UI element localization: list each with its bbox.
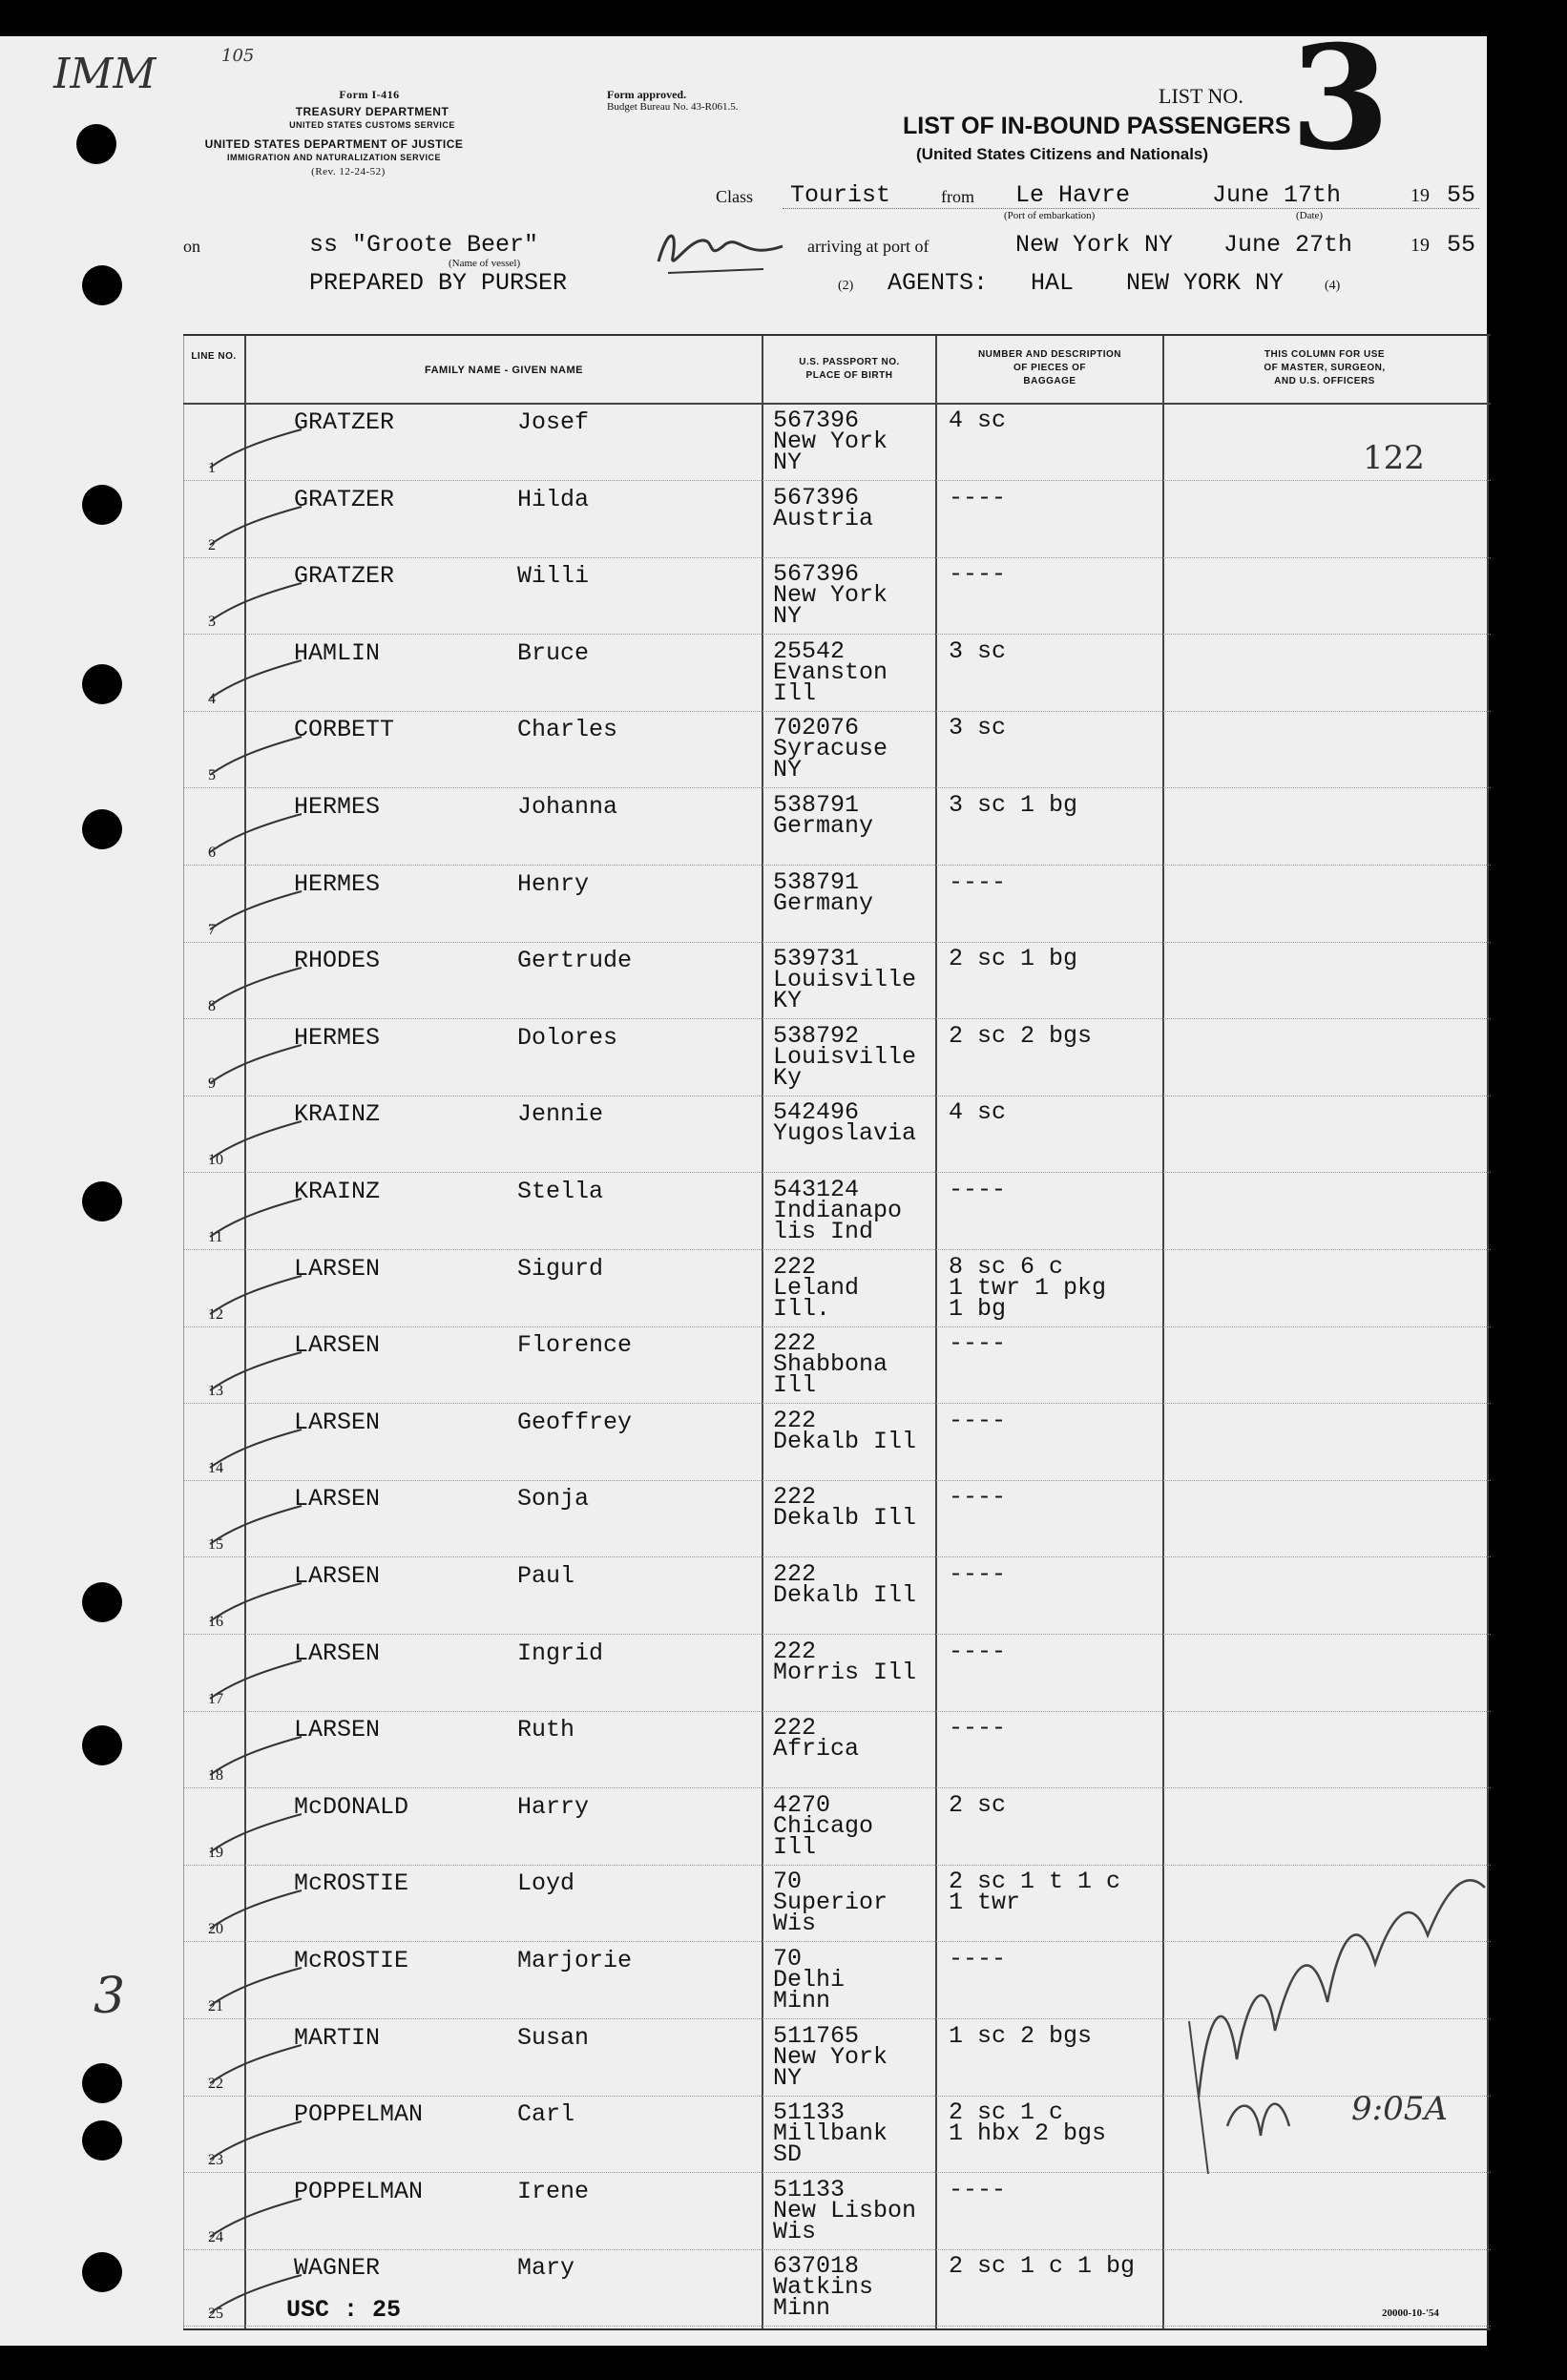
given-name: Bruce [517, 638, 590, 667]
line-number: 25 [208, 2306, 223, 2323]
punch-hole [82, 1725, 122, 1765]
baggage: 2 sc 1 t 1 c 1 twr [949, 1868, 1121, 1917]
given-name: Josef [517, 408, 590, 436]
given-name: Geoffrey [517, 1408, 633, 1436]
agents-suffix: (4) [1325, 279, 1341, 293]
given-name: Irene [517, 2177, 590, 2205]
vessel-name: ss "Groote Beer" [309, 231, 539, 259]
customs-service: UNITED STATES CUSTOMS SERVICE [289, 120, 455, 130]
baggage: ---- [949, 1637, 1007, 1665]
baggage: 2 sc 1 bg [949, 945, 1078, 973]
punch-hole [82, 485, 122, 525]
place-of-birth: Watkins Minn [773, 2273, 874, 2323]
col-baggage-2: OF PIECES OF [1013, 363, 1086, 373]
given-name: Carl [517, 2100, 575, 2129]
check-mark-icon [202, 424, 307, 471]
line-number: 6 [208, 845, 216, 861]
baggage: ---- [949, 1714, 1007, 1743]
agents-city: NEW YORK NY [1126, 269, 1285, 297]
page-subtitle: (United States Citizens and Nationals) [916, 145, 1209, 163]
passport-number: 543124 [773, 1176, 860, 1203]
list-no-label: LIST NO. [1159, 84, 1243, 108]
place-of-birth: Louisville KY [773, 966, 917, 1015]
place-of-birth: Evanston Ill [773, 658, 888, 707]
place-of-birth: Yugoslavia [773, 1119, 917, 1148]
passport-number: 222 [773, 1560, 817, 1588]
baggage: ---- [949, 1483, 1007, 1512]
family-name: POPPELMAN [294, 2100, 424, 2129]
prepared-by: PREPARED BY PURSER [309, 269, 568, 297]
budget-bureau: Budget Bureau No. 43-R061.5. [607, 101, 739, 113]
family-name: LARSEN [294, 1331, 381, 1360]
class-label: Class [716, 187, 754, 206]
baggage: ---- [949, 1945, 1007, 1973]
form-revision: (Rev. 12-24-52) [311, 166, 386, 177]
punch-hole [82, 2063, 122, 2103]
check-mark-icon [202, 655, 307, 702]
place-of-birth: Syracuse NY [773, 735, 888, 784]
check-mark-icon [202, 2039, 307, 2087]
passport-number: 539731 [773, 945, 860, 973]
agents-label: AGENTS: [888, 269, 989, 297]
check-mark-icon [202, 1116, 307, 1163]
passport-number: 538791 [773, 867, 860, 896]
place-of-birth: Germany [773, 812, 874, 840]
place-of-birth: New York NY [773, 428, 888, 476]
line-number: 4 [208, 690, 216, 707]
place-of-birth: New York NY [773, 2042, 888, 2092]
family-name: LARSEN [294, 1408, 381, 1436]
table-row [183, 787, 1491, 866]
table-row [183, 710, 1491, 788]
line-number: 7 [208, 921, 216, 938]
given-name: Mary [517, 2254, 575, 2283]
arrival-year: 55 [1447, 231, 1476, 259]
list-number: 3 [1290, 14, 1390, 182]
arrival-port: New York NY [1015, 231, 1174, 259]
class-value: Tourist [790, 181, 891, 209]
check-mark-icon [202, 1885, 307, 1932]
given-name: Hilda [517, 485, 590, 513]
baggage: 4 sc [949, 407, 1007, 434]
family-name: McROSTIE [294, 1947, 409, 1974]
family-name: LARSEN [294, 1485, 381, 1514]
place-of-birth: Louisville Ky [773, 1042, 917, 1092]
given-name: Sonja [517, 1485, 590, 1514]
line-number: 19 [208, 1844, 223, 1861]
given-name: Willi [517, 562, 590, 591]
table-row [183, 941, 1491, 1019]
given-name: Loyd [517, 1869, 575, 1898]
baggage: ---- [949, 1329, 1007, 1358]
passport-number: 4270 [773, 1790, 831, 1819]
table-row [183, 1403, 1491, 1481]
table-row [183, 480, 1491, 558]
table-row [183, 1172, 1491, 1250]
table-row [183, 634, 1491, 712]
line-number: 16 [208, 1614, 223, 1630]
passport-number: 538791 [773, 791, 860, 819]
line-number: 2 [208, 536, 216, 553]
family-name: RHODES [294, 947, 381, 975]
baggage: 8 sc 6 c 1 twr 1 pkg 1 bg [949, 1252, 1107, 1323]
line-number: 22 [208, 2075, 223, 2092]
col-passport-2: PLACE OF BIRTH [805, 370, 893, 381]
passport-number: 222 [773, 1714, 817, 1743]
table-row [183, 865, 1491, 943]
baggage: ---- [949, 1406, 1007, 1434]
given-name: Paul [517, 1562, 575, 1590]
check-mark-icon [202, 1270, 307, 1318]
place-of-birth: Austria [773, 504, 874, 532]
table-row [183, 1710, 1491, 1788]
family-name: HERMES [294, 1023, 381, 1052]
baggage: 3 sc 1 bg [949, 791, 1078, 819]
line-number: 15 [208, 1536, 223, 1554]
family-name: LARSEN [294, 1254, 381, 1283]
passport-number: 542496 [773, 1098, 860, 1127]
given-name: Sigurd [517, 1254, 604, 1283]
passport-number: 637018 [773, 2252, 860, 2281]
baggage: 4 sc [949, 1098, 1007, 1127]
family-name: KRAINZ [294, 1178, 381, 1205]
passport-number: 567396 [773, 407, 860, 434]
check-mark-icon [202, 886, 307, 933]
baggage: ---- [949, 2175, 1007, 2203]
immigration-service: IMMIGRATION AND NATURALIZATION SERVICE [227, 153, 441, 162]
place-of-birth: Shabbona Ill [773, 1350, 888, 1400]
handwritten-margin-3: 3 [94, 1968, 126, 2025]
departure-year-prefix: 19 [1410, 185, 1430, 206]
agents-value: HAL [1031, 269, 1075, 297]
passport-number: 567396 [773, 560, 860, 589]
passport-number: 70 [773, 1868, 803, 1896]
baggage: ---- [949, 1176, 1007, 1203]
departure-year: 55 [1447, 181, 1476, 209]
given-name: Marjorie [517, 1947, 633, 1974]
line-number: 21 [208, 1998, 223, 2015]
check-mark-icon [202, 1962, 307, 2010]
passport-number: 51133 [773, 2098, 846, 2127]
check-mark-icon [202, 1731, 307, 1779]
check-mark-icon [202, 1347, 307, 1394]
given-name: Ingrid [517, 1639, 604, 1667]
passport-number: 222 [773, 1483, 817, 1512]
table-row [183, 1634, 1491, 1712]
baggage: 2 sc 2 bgs [949, 1021, 1093, 1050]
place-of-birth: Delhi Minn [773, 1966, 846, 2015]
handwritten-time: 9:05A [1351, 2090, 1448, 2128]
passport-number: 70 [773, 1945, 803, 1973]
line-number: 1 [208, 460, 216, 476]
punch-hole [82, 664, 122, 704]
check-mark-icon [202, 501, 307, 549]
family-name: McROSTIE [294, 1869, 409, 1898]
line-number: 3 [208, 614, 216, 631]
passport-number: 51133 [773, 2175, 846, 2203]
baggage: 3 sc [949, 714, 1007, 742]
family-name: GRATZER [294, 408, 395, 436]
form-approved: Form approved. [607, 88, 687, 101]
check-mark-icon [202, 2116, 307, 2163]
col-baggage-1: NUMBER AND DESCRIPTION [977, 349, 1122, 360]
given-name: Ruth [517, 1716, 575, 1744]
departure-date: June 17th [1212, 181, 1342, 209]
footer-total: USC : 25 [286, 2296, 402, 2324]
manifest-sheet [0, 14, 1487, 2346]
given-name: Florence [517, 1331, 633, 1360]
passport-number: 222 [773, 1637, 817, 1665]
place-of-birth: Leland Ill. [773, 1273, 860, 1323]
table-row [183, 1095, 1491, 1173]
arrival-year-prefix: 19 [1410, 235, 1430, 256]
punch-hole [82, 1181, 122, 1221]
given-name: Henry [517, 869, 590, 898]
given-name: Charles [517, 716, 618, 744]
baggage: 2 sc 1 c 1 hbx 2 bgs [949, 2098, 1107, 2148]
passport-number: 567396 [773, 483, 860, 511]
col-name: FAMILY NAME - GIVEN NAME [424, 365, 584, 376]
port-caption: (Port of embarkation) [1004, 210, 1096, 221]
line-number: 12 [208, 1305, 223, 1323]
check-mark-icon [202, 962, 307, 1010]
line-number: 10 [208, 1152, 223, 1169]
line-number: 9 [208, 1075, 216, 1092]
col-line-no: LINE NO. [191, 351, 237, 362]
family-name: HERMES [294, 869, 381, 898]
check-mark-icon [202, 1500, 307, 1548]
punch-hole [82, 1582, 122, 1622]
baggage: ---- [949, 560, 1007, 589]
from-label: from [941, 187, 974, 206]
place-of-birth: Africa [773, 1735, 860, 1764]
family-name: MARTIN [294, 2023, 381, 2052]
baggage: 1 sc 2 bgs [949, 2021, 1093, 2050]
passport-number: 222 [773, 1329, 817, 1358]
officer-signature [1170, 1811, 1533, 2212]
family-name: GRATZER [294, 562, 395, 591]
justice-dept: UNITED STATES DEPARTMENT OF JUSTICE [204, 137, 464, 151]
check-mark-icon [202, 1424, 307, 1472]
family-name: HAMLIN [294, 638, 381, 667]
punch-hole [82, 265, 122, 305]
passport-number: 222 [773, 1252, 817, 1281]
punch-hole [76, 124, 116, 164]
table-row [183, 1249, 1491, 1327]
check-mark-icon [202, 731, 307, 779]
baggage: 2 sc [949, 1790, 1007, 1819]
form-number: Form I-416 [339, 88, 400, 101]
passport-number: 511765 [773, 2021, 860, 2050]
page-title: LIST OF IN-BOUND PASSENGERS [903, 113, 1291, 139]
line-number: 18 [208, 1767, 223, 1785]
given-name: Gertrude [517, 947, 633, 975]
table-row [183, 403, 1491, 481]
col-officers-1: THIS COLUMN FOR USE [1264, 349, 1386, 360]
handwritten-imm: IMM [53, 50, 157, 98]
baggage: 2 sc 1 c 1 bg [949, 2252, 1136, 2281]
line-number: 24 [208, 2228, 223, 2245]
family-name: LARSEN [294, 1562, 381, 1590]
baggage: 3 sc [949, 637, 1007, 665]
baggage: ---- [949, 867, 1007, 896]
place-of-birth: Superior Wis [773, 1889, 888, 1938]
family-name: GRATZER [294, 485, 395, 513]
table-row [183, 1326, 1491, 1404]
family-name: POPPELMAN [294, 2177, 424, 2205]
on-label: on [183, 237, 200, 256]
table-row [183, 1479, 1491, 1557]
handwritten-count: 122 [1363, 439, 1425, 477]
passport-number: 25542 [773, 637, 846, 665]
col-officers-2: OF MASTER, SURGEON, [1264, 363, 1386, 373]
line-number: 23 [208, 2152, 223, 2169]
family-name: CORBETT [294, 716, 395, 744]
given-name: Harry [517, 1792, 590, 1821]
date-caption: (Date) [1296, 210, 1324, 221]
family-name: KRAINZ [294, 1100, 381, 1129]
treasury-dept: TREASURY DEPARTMENT [295, 105, 449, 118]
line-number: 20 [208, 1921, 223, 1938]
check-mark-icon [202, 2193, 307, 2241]
line-number: 13 [208, 1383, 223, 1400]
col-passport-1: U.S. PASSPORT NO. [799, 357, 900, 367]
passport-number: 702076 [773, 714, 860, 742]
check-mark-icon [202, 1193, 307, 1241]
place-of-birth: Germany [773, 888, 874, 917]
line-number: 14 [208, 1459, 223, 1476]
line-number: 11 [208, 1229, 223, 1245]
given-name: Jennie [517, 1100, 604, 1129]
place-of-birth: Morris Ill [773, 1658, 917, 1686]
check-mark-icon [202, 1655, 307, 1702]
table-row [183, 556, 1491, 635]
check-mark-icon [202, 1039, 307, 1087]
agents-prefix: (2) [838, 279, 854, 293]
col-baggage-3: BAGGAGE [1023, 376, 1076, 386]
passport-number: 222 [773, 1406, 817, 1434]
place-of-birth: Dekalb Ill [773, 1581, 917, 1609]
purser-signature [649, 223, 792, 281]
line-number: 17 [208, 1690, 223, 1707]
arriving-label: arriving at port of [807, 237, 930, 256]
given-name: Dolores [517, 1023, 618, 1052]
handwritten-small-note: 105 [221, 46, 255, 66]
line-number: 8 [208, 998, 216, 1015]
place-of-birth: New Lisbon Wis [773, 2196, 917, 2245]
family-name: WAGNER [294, 2254, 381, 2283]
passport-number: 538792 [773, 1021, 860, 1050]
col-officers-3: AND U.S. OFFICERS [1274, 376, 1375, 386]
port-of-embarkation: Le Havre [1015, 181, 1131, 209]
punch-hole [82, 809, 122, 849]
vessel-caption: (Name of vessel) [449, 258, 521, 269]
check-mark-icon [202, 577, 307, 625]
family-name: HERMES [294, 793, 381, 821]
given-name: Susan [517, 2023, 590, 2052]
check-mark-icon [202, 1808, 307, 1856]
print-code: 20000-10-'54 [1382, 2307, 1439, 2319]
family-name: McDONALD [294, 1792, 409, 1821]
place-of-birth: New York NY [773, 581, 888, 631]
punch-hole [82, 2120, 122, 2161]
place-of-birth: Millbank SD [773, 2119, 888, 2169]
place-of-birth: Chicago Ill [773, 1811, 874, 1861]
place-of-birth: Dekalb Ill [773, 1427, 917, 1455]
arrival-date: June 27th [1223, 231, 1353, 259]
baggage: ---- [949, 1560, 1007, 1588]
table-row [183, 1018, 1491, 1096]
place-of-birth: Dekalb Ill [773, 1504, 917, 1533]
family-name: LARSEN [294, 1716, 381, 1744]
given-name: Stella [517, 1178, 604, 1205]
punch-hole [82, 2252, 122, 2292]
check-mark-icon [202, 808, 307, 856]
table-row [183, 1556, 1491, 1635]
check-mark-icon [202, 1577, 307, 1625]
family-name: LARSEN [294, 1639, 381, 1667]
line-number: 5 [208, 767, 216, 784]
place-of-birth: Indianapo lis Ind [773, 1197, 903, 1245]
baggage: ---- [949, 483, 1007, 511]
given-name: Johanna [517, 793, 618, 821]
